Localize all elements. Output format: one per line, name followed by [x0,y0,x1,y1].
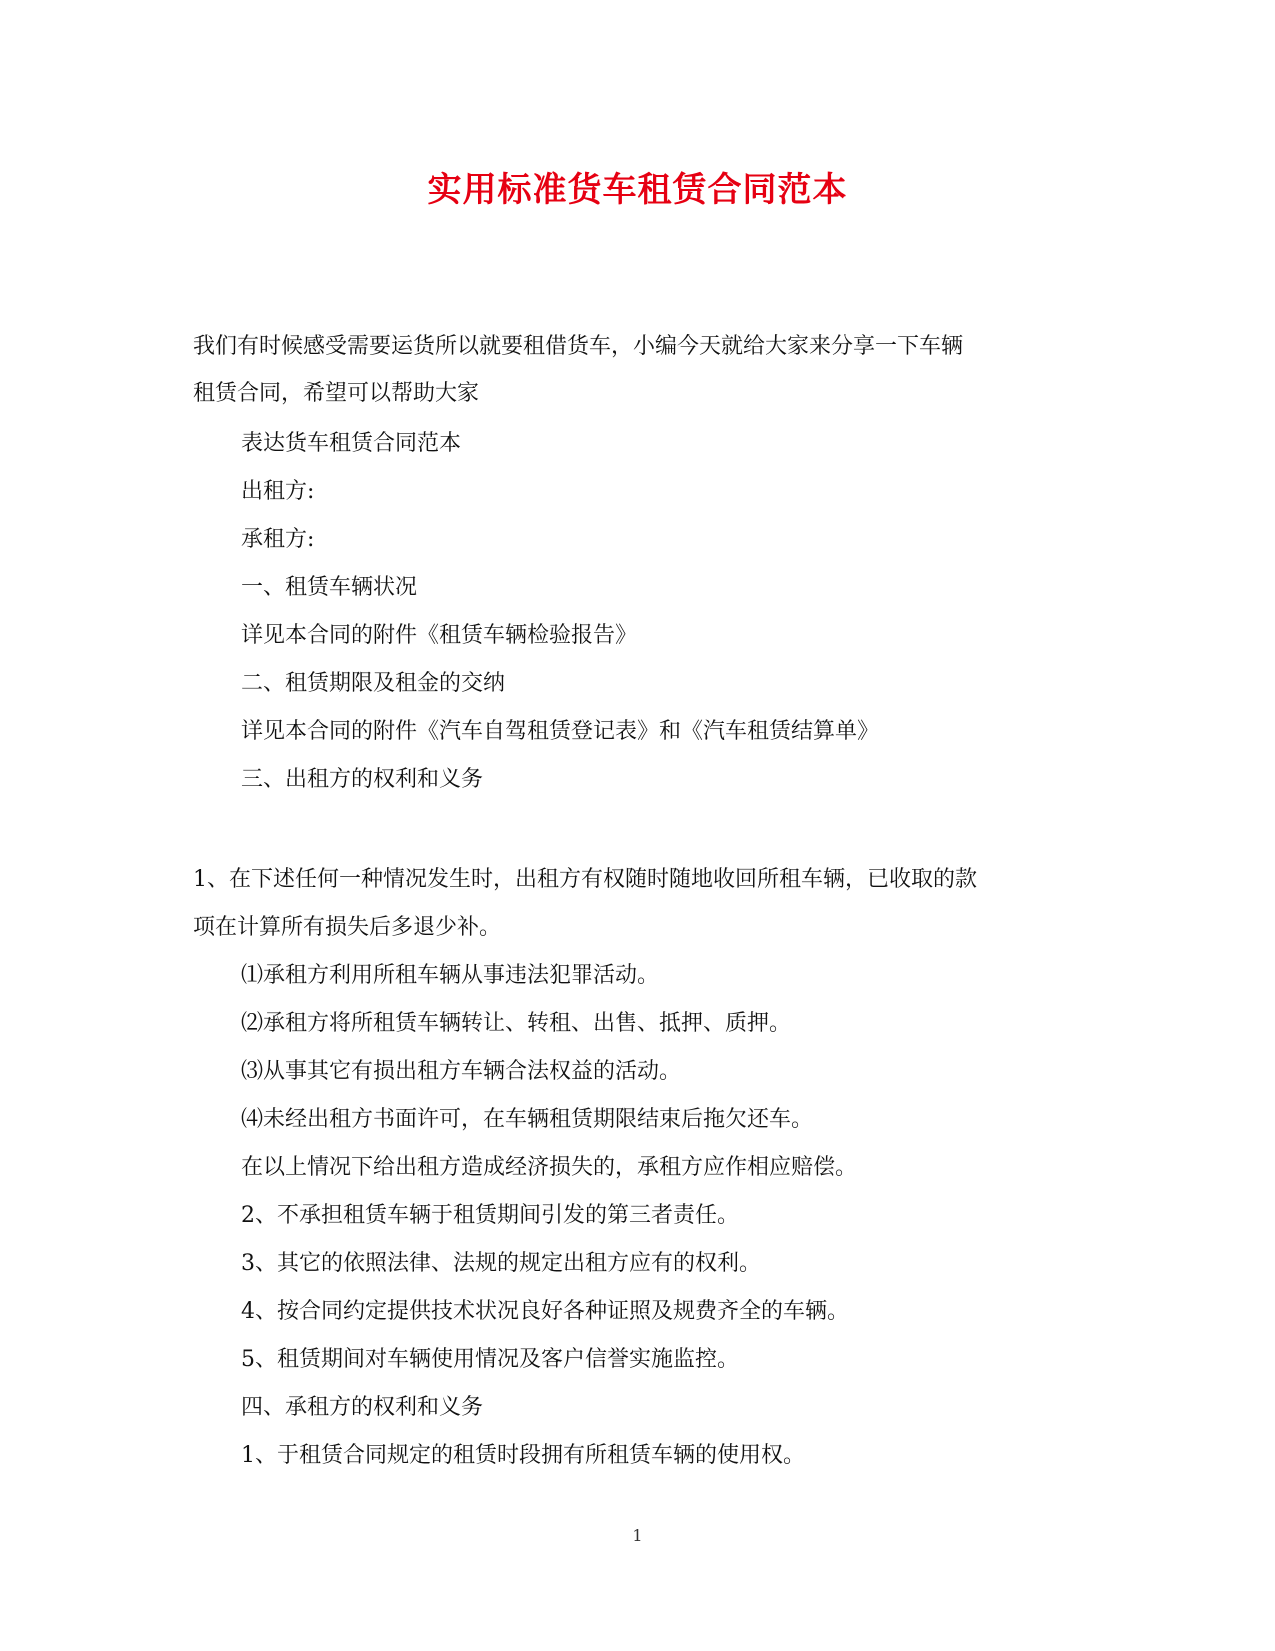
section-line: 详见本合同的附件《租赁车辆检验报告》 [241,623,638,648]
page-number: 1 [632,1526,643,1545]
clause-item: 3、其它的依照法律、法规的规定出租方应有的权利。 [241,1251,761,1276]
clause-item: 2、不承担租赁车辆于租赁期间引发的第三者责任。 [241,1203,739,1228]
section-line: 出租方: [241,479,315,504]
intro-line: 我们有时候感受需要运货所以就要租借货车，小编今天就给大家来分享一下车辆 [193,334,964,359]
section-heading: 二、租赁期限及租金的交纳 [241,671,506,696]
section-line: 表达货车租赁合同范本 [241,431,462,456]
clause-item: 1、于租赁合同规定的租赁时段拥有所租赁车辆的使用权。 [241,1443,805,1468]
section-heading: 四、承租方的权利和义务 [241,1395,484,1420]
section-line: 承租方: [241,527,315,552]
clause-item: 4、按合同约定提供技术状况良好各种证照及规费齐全的车辆。 [241,1299,849,1324]
clause-item: 在以上情况下给出租方造成经济损失的，承租方应作相应赔偿。 [241,1155,858,1180]
clause-item: ⑴承租方利用所租车辆从事违法犯罪活动。 [241,963,660,988]
clause-line: 1、在下述任何一种情况发生时，出租方有权随时随地收回所租车辆，已收取的款 [193,867,977,892]
clause-item: ⑵承租方将所租赁车辆转让、转租、出售、抵押、质押。 [241,1011,792,1036]
clause-item: ⑷未经出租方书面许可，在车辆租赁期限结束后拖欠还车。 [241,1107,814,1132]
contract-section-basic [193,420,1083,804]
intro-line: 租赁合同，希望可以帮助大家 [193,381,480,406]
intro-paragraph [193,323,1083,417]
clause-item: 5、租赁期间对车辆使用情况及客户信誉实施监控。 [241,1347,739,1372]
clause-item: ⑶从事其它有损出租方车辆合法权益的活动。 [241,1059,682,1084]
section-line: 详见本合同的附件《汽车自驾租赁登记表》和《汽车租赁结算单》 [241,719,880,744]
clause-line: 项在计算所有损失后多退少补。 [193,915,502,940]
section-heading: 一、租赁车辆状况 [241,575,418,600]
section-heading: 三、出租方的权利和义务 [241,767,484,792]
contract-section-lessor-rights [193,856,1083,1480]
document-title: 实用标准货车租赁合同范本 [427,170,848,210]
